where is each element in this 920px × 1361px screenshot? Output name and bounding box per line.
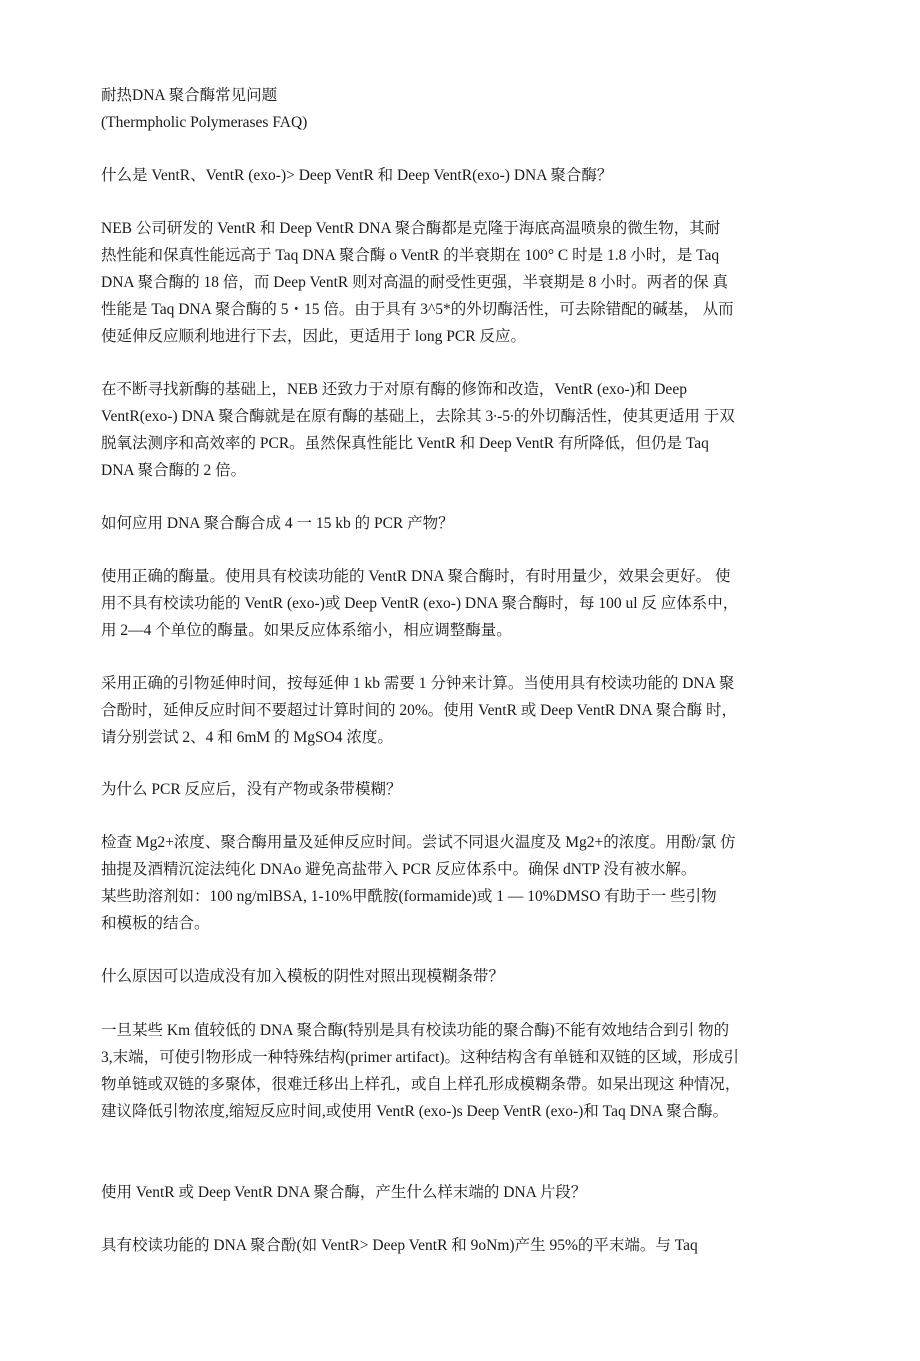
paragraph-line: 用不具有校读功能的 VentR (exo-)或 Deep VentR (exo-) DNA 聚合酶时，每 100 ul 反 应体系中， bbox=[101, 595, 739, 612]
paragraph-line: 建议降低引物浓度,缩短反应时间,或使用 VentR (exo-)s Deep VentR (exo-)和 Taq DNA 聚合酶。 bbox=[101, 1103, 729, 1120]
paragraph-line: 使用正确的酶量。使用具有校读功能的 VentR DNA 聚合酶时，有时用量少，效果会更好。 使 bbox=[101, 568, 731, 585]
document-title-cn: 耐热DNA 聚合酶常见问题 bbox=[101, 87, 278, 104]
paragraph-line: DNA 聚合酶的 18 倍，而 Deep VentR 则对高温的耐受性更强，半衰期是 8 小时。两者的保 真 bbox=[101, 274, 729, 291]
paragraph-line: DNA 聚合酶的 2 倍。 bbox=[101, 462, 247, 479]
paragraph-line: NEB 公司研发的 VentR 和 Deep VentR DNA 聚合酶都是克隆于海底高温喷泉的微生物，其耐 bbox=[101, 220, 721, 237]
paragraph-line: 脱氧法测序和高效率的 PCR。虽然保真性能比 VentR 和 Deep VentR 有所降低，但仍是 Taq bbox=[101, 435, 709, 452]
paragraph-line: 使延伸反应顺利地进行下去，因此，更适用于 long PCR 反应。 bbox=[101, 328, 526, 345]
paragraph-line: 抽提及酒精沉淀法纯化 DNAo 避免高盐带入 PCR 反应体系中。确保 dNTP 没有被水解。 bbox=[101, 861, 697, 878]
paragraph-line: VentR(exo-) DNA 聚合酶就是在原有酶的基础上，去除其 3∙-5∙的外切酶活性，使其更适用 于双 bbox=[101, 408, 735, 425]
paragraph-line: 具有校读功能的 DNA 聚合酚(如 VentR> Deep VentR 和 9oNm)产生 95%的平末端。与 Taq bbox=[101, 1237, 698, 1254]
paragraph-line: 3,末端，可使引物形成一种特殊结构(primer artifact)。这种结构含有单链和双链的区域，形成引 bbox=[101, 1049, 740, 1066]
question-heading: 为什么 PCR 反应后，没有产物或条带模糊？ bbox=[101, 781, 402, 798]
paragraph-line: 请分别尝试 2、4 和 6mM 的 MgSO4 浓度。 bbox=[101, 729, 393, 746]
paragraph-line: 和模板的结合。 bbox=[101, 915, 210, 932]
question-heading: 如何应用 DNA 聚合酶合成 4 一 15 kb 的 PCR 产物？ bbox=[101, 515, 454, 532]
paragraph-line: 一旦某些 Km 值较低的 DNA 聚合酶(特别是具有校读功能的聚合酶)不能有效地结合到引 物的 bbox=[101, 1022, 730, 1039]
paragraph-line: 在不断寻找新酶的基础上，NEB 还致力于对原有酶的修饰和改造，VentR (exo-)和 Deep bbox=[101, 381, 687, 398]
paragraph-line: 热性能和保真性能远高于 Taq DNA 聚合酶 o VentR 的半衰期在 100° C 时是 1.8 小时，是 Taq bbox=[101, 247, 720, 264]
paragraph-line: 用 2—4 个单位的酶量。如果反应体系缩小，相应调整酶量。 bbox=[101, 622, 512, 639]
question-heading: 使用 VentR 或 Deep VentR DNA 聚合酶，产生什么样末端的 DNA 片段？ bbox=[101, 1184, 587, 1201]
document-title-en: (Thermpholic Polymerases FAQ) bbox=[101, 114, 308, 131]
paragraph-line: 合酚时，延伸反应时间不要超过计算时间的 20%。使用 VentR 或 Deep VentR DNA 聚合酶 时， bbox=[101, 702, 738, 719]
paragraph-line: 某些助溶剂如：100 ng/mlBSA, 1-10%甲酰胺(formamide)或 1 — 10%DMSO 有助于一 些引物 bbox=[101, 888, 717, 905]
paragraph-line: 性能是 Taq DNA 聚合酶的 5・15 倍。由于具有 3^5*的外切酶活性，可去除错配的碱基， 从而 bbox=[101, 301, 734, 318]
paragraph-line: 物单链或双链的多聚体，很难迁移出上样孔，或自上样孔形成模糊条帶。如杲出现这 种情况， bbox=[101, 1076, 741, 1093]
question-heading: 什么是 VentR、VentR (exo-)> Deep VentR 和 Deep VentR(exo-) DNA 聚合酶？ bbox=[101, 167, 613, 184]
question-heading: 什么原因可以造成没有加入模板的阴性对照出现模糊条带？ bbox=[101, 968, 505, 985]
paragraph-line: 采用正确的引物延伸时间，按每延伸 1 kb 需要 1 分钟来计算。当使用具有校读功能的 DNA 聚 bbox=[101, 675, 735, 692]
paragraph-line: 检查 Mg2+浓度、聚合酶用量及延伸反应时间。尝试不同退火温度及 Mg2+的浓度。用酚/氯 仿 bbox=[101, 834, 736, 851]
